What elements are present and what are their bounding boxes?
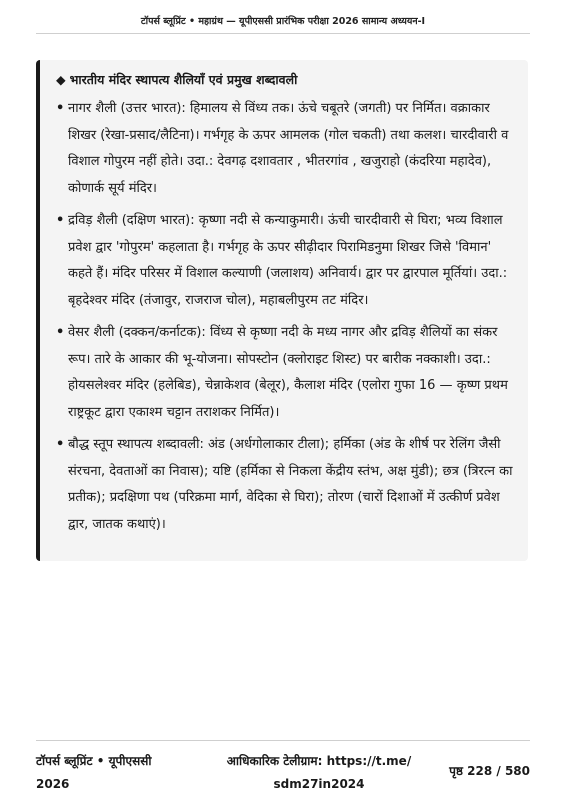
footer-telegram-line1: आधिकारिक टेलीग्राम: https://t.me/ (226, 754, 412, 768)
list-item-text: द्रविड़ शैली (दक्षिण भारत): कृष्णा नदी से कन्याकुमारी। ऊंची चारदीवारी से घिरा; भव्य विशाल प्रवेश द्वार 'गोपुरम' कहलाता है। गर्भगृह के ऊपर सीढ़ीदार पिरामिडनुमा शिखर जिसे 'विमान' कहते हैं। मंदिर परिसर में विशाल कल्याणी (जलाशय) अनिवार्य। द्वार पर द्वारपाल मूर्तियां। उदा.: बृहदेश्वर मंदिर (तंजावुर, राजराज चोल), महाबलीपुरम तट मंदिर। (68, 213, 508, 308)
bullet-icon: • (56, 325, 65, 340)
list-item-text: वेसर शैली (दक्कन/कर्नाटक): विंध्य से कृष्णा नदी के मध्य नागर और द्रविड़ शैलियों का संकर रूप। तारे के आकार की भू-योजना। सोपस्टोन (क्लोराइट शिस्ट) पर बारीक नक्काशी। उदा.: होयसलेश्वर मंदिर (हलेबिड), चेन्नाकेशव (बेलूर), कैलाश मंदिर (एलोरा गुफा 16 — कृष्ण प्रथम राष्ट्रकूट द्वारा एकाश्म चट्टान तराशकर निर्मित)। (68, 325, 508, 420)
header-divider (36, 33, 530, 34)
box-title-text: भारतीय मंदिर स्थापत्य शैलियाँ एवं प्रमुख शब्दावली (69, 72, 298, 87)
list-item (56, 96, 514, 202)
running-header: टॉपर्स ब्लूप्रिंट • महाग्रंथ — यूपीएससी प्रारंभिक परीक्षा 2026 सामान्य अध्ययन-I (140, 16, 426, 27)
bullet-icon: • (56, 101, 65, 116)
list-item (56, 432, 514, 538)
bullet-icon: • (56, 213, 65, 228)
list-item (56, 208, 514, 314)
list-item-text: बौद्ध स्तूप स्थापत्य शब्दावली: अंड (अर्धगोलाकार टीला); हर्मिका (अंड के शीर्ष पर रेलिंग जैसी संरचना, देवताओं का निवास); यष्टि (हर्मिका से निकला केंद्रीय स्तंभ, अक्ष मुंडी); छत्र (त्रिरत्न का प्रतीक); प्रदक्षिणा पथ (परिक्रमा मार्ग, वेदिका से घिरा); तोरण (चारों दिशाओं में उत्कीर्ण प्रवेश द्वार, जातक कथाएं)। (68, 437, 513, 532)
box-title (56, 70, 514, 90)
bullet-icon: • (56, 437, 65, 452)
footer-telegram-link[interactable] (204, 750, 434, 796)
footer-divider (36, 740, 530, 741)
list-item-text: नागर शैली (उत्तर भारत): हिमालय से विंध्य तक। ऊंचे चबूतरे (जगती) पर निर्मित। वक्राकार शिखर (रेखा-प्रसाद/लैटिना)। गर्भगृह के ऊपर आमलक (गोल चकती) तथा कलश। चारदीवारी व विशाल गोपुरम नहीं होते। उदा.: देवगढ़ दशावतार , भीतरगांव , खजुराहो (कंदरिया महादेव), कोणार्क सूर्य मंदिर। (68, 101, 509, 196)
page-number: पृष्ठ 228 / 580 (449, 764, 530, 778)
footer-brand (36, 750, 196, 796)
list-item (56, 320, 514, 426)
diamond-bullet-icon: ◆ (56, 72, 66, 87)
footer-brand-line1: टॉपर्स ब्लूप्रिंट • यूपीएससी (36, 754, 152, 768)
footer-telegram-line2: sdm27in2024 (273, 777, 365, 791)
note-box (36, 60, 528, 561)
footer-brand-line2: 2026 (36, 777, 70, 791)
